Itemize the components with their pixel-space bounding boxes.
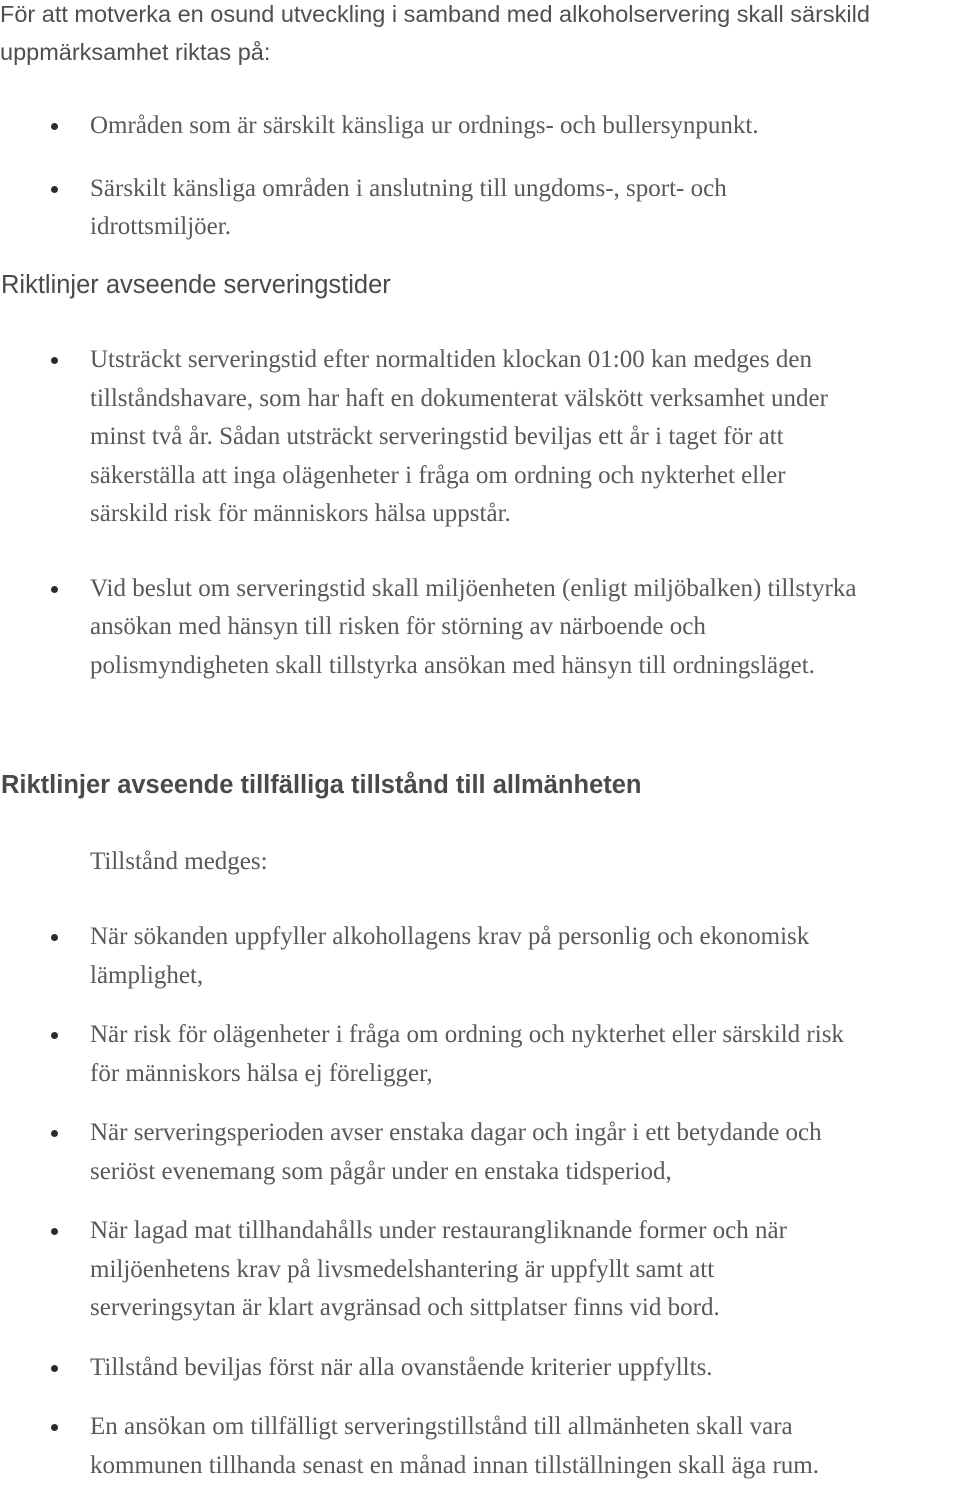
list-item-line: seriöst evenemang som pågår under en enstaka tidsperiod,: [90, 1157, 672, 1185]
list-item-line: idrottsmiljöer.: [90, 213, 231, 240]
list-item: [0, 1349, 960, 1388]
list-item-line: kommunen tillhanda senast en månad innan tillställningen skall äga rum.: [90, 1451, 820, 1479]
intro-line: För att motverka en osund utveckling i samband med alkoholservering skall särskild: [0, 1, 870, 27]
bullet-icon: [51, 586, 58, 593]
list-item-line: När sökanden uppfyller alkohollagens krav på personlig och ekonomisk: [90, 923, 810, 950]
list-item-line: tillståndshavare, som har haft en dokumenterat välskött verksamhet under: [90, 384, 828, 412]
list-item-line: lämplighet,: [90, 961, 204, 989]
list-item-line: Vid beslut om serveringstid skall miljöenheten (enligt miljöbalken) tillstyrka: [90, 574, 857, 602]
list-item-line: En ansökan om tillfälligt serveringstillstånd till allmänheten skall vara: [90, 1413, 793, 1440]
bullet-icon: [51, 1032, 58, 1039]
list-item-line: minst två år. Sådan utsträckt serveringstid beviljas ett år i taget för att: [90, 423, 784, 450]
bullet-icon: [51, 1130, 58, 1137]
list-item-line: När serveringsperioden avser enstaka dagar och ingår i ett betydande och: [90, 1119, 822, 1146]
intro-paragraph: [0, 0, 960, 71]
list-item-line: serveringsytan är klart avgränsad och sittplatser finns vid bord.: [90, 1294, 720, 1321]
list-item: [0, 107, 960, 146]
bullet-icon: [51, 1424, 58, 1431]
list-item-line: Särskilt känsliga områden i anslutning till ungdoms-, sport- och: [90, 174, 727, 202]
bullet-icon: [51, 357, 58, 364]
list-item: [0, 918, 960, 995]
list-item: [0, 1114, 960, 1191]
intro-line: uppmärksamhet riktas på:: [0, 39, 271, 65]
list-item-line: säkerställa att inga olägenheter i fråga om ordning och nykterhet eller: [90, 461, 786, 489]
bullet-icon: [51, 1228, 58, 1235]
bullet-icon: [51, 123, 58, 130]
list-item-line: När risk för olägenheter i fråga om ordning och nykterhet eller särskild risk: [90, 1021, 844, 1048]
list-item-line: Områden som är särskilt känsliga ur ordnings- och bullersynpunkt.: [90, 112, 759, 139]
section-heading-serveringstider: Riktlinjer avseende serveringstider: [1, 271, 391, 299]
list-item-line: särskild risk för människors hälsa uppstår.: [90, 500, 511, 527]
list-item-line: miljöenhetens krav på livsmedelshantering är uppfyllt samt att: [90, 1255, 715, 1283]
list-item-line: Tillstånd beviljas först när alla ovanstående kriterier uppfyllts.: [90, 1353, 713, 1381]
list-item: [0, 170, 960, 247]
list-item: [0, 570, 960, 686]
list-item: [0, 1212, 960, 1328]
list-item-line: När lagad mat tillhandahålls under restaurangliknande former och när: [90, 1217, 787, 1244]
concern-list: [0, 107, 960, 247]
bullet-icon: [51, 186, 58, 193]
list-item: [0, 1016, 960, 1093]
list-item-line: för människors hälsa ej föreligger,: [90, 1059, 433, 1087]
serveringstider-list: [0, 341, 960, 685]
section-heading-tillfalliga: Riktlinjer avseende tillfälliga tillstånd till allmänheten: [1, 771, 642, 799]
list-item: [0, 1408, 960, 1485]
list-item-line: Utsträckt serveringstid efter normaltiden klockan 01:00 kan medges den: [90, 346, 813, 373]
list-item-line: polismyndigheten skall tillstyrka ansökan med hänsyn till ordningsläget.: [90, 651, 815, 679]
tillstand-list: [0, 918, 960, 1485]
bullet-icon: [51, 934, 58, 941]
list-item-line: ansökan med hänsyn till risken för störning av närboende och: [90, 613, 706, 640]
bullet-icon: [51, 1365, 58, 1372]
list-item: [0, 341, 960, 534]
subheading-tillstand-medges: Tillstånd medges:: [90, 848, 268, 875]
